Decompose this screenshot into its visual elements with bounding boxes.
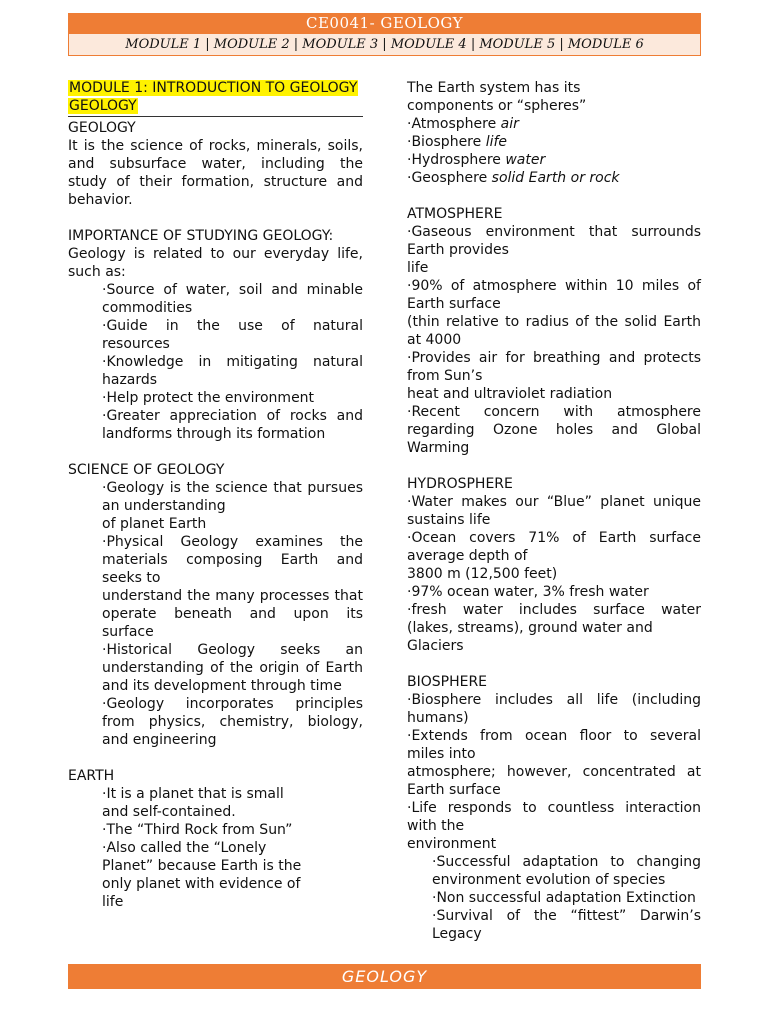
spheres-list: [407, 115, 701, 187]
sphere-tag: water: [505, 152, 546, 168]
biosphere-heading: BIOSPHERE: [407, 674, 488, 690]
geology-heading: GEOLOGY: [68, 120, 136, 136]
list-item: ·Source of water, soil and minable commodities: [102, 282, 363, 316]
list-item: ·It is a planet that is small and self-contained.: [102, 786, 284, 820]
list-item: ·Ocean covers 71% of Earth surface average depth of: [407, 530, 701, 564]
list-item: ·Biosphere life: [407, 134, 508, 150]
list-item: ·Physical Geology examines the materials composing Earth and seeks to: [102, 534, 363, 586]
list-item: ·Geology is the science that pursues an understanding: [102, 480, 363, 514]
importance-heading: IMPORTANCE OF STUDYING GEOLOGY:: [68, 228, 334, 244]
earth-heading: EARTH: [68, 768, 115, 784]
module-title-line-2: GEOLOGY: [69, 98, 137, 114]
list-item: ·Survival of the “fittest” Darwin’s Legacy: [432, 908, 701, 942]
science-list: [68, 479, 363, 749]
list-item: atmosphere; however, concentrated at Earth surface: [407, 764, 701, 798]
list-item: ·Hydrosphere water: [407, 152, 546, 168]
sphere-tag: solid Earth or rock: [491, 170, 620, 186]
list-item: ·fresh water includes surface water (lakes, streams), ground water and: [407, 602, 701, 636]
list-item: ·Water makes our “Blue” planet unique sustains life: [407, 494, 701, 528]
list-item: ·90% of atmosphere within 10 miles of Earth surface: [407, 278, 701, 312]
list-item: heat and ultraviolet radiation: [407, 386, 613, 402]
list-item: ·Provides air for breathing and protects from Sun’s: [407, 350, 701, 384]
list-item: Glaciers: [407, 638, 464, 654]
importance-list: [68, 281, 363, 443]
list-item: ·Biosphere includes all life (including humans): [407, 692, 701, 726]
list-item: (thin relative to radius of the solid Earth at 4000: [407, 314, 701, 348]
list-item: ·Greater appreciation of rocks and landforms through its formation: [102, 408, 363, 442]
list-item: ·Historical Geology seeks an understanding of the origin of Earth and its development through time: [102, 642, 363, 694]
list-item: 3800 m (12,500 feet): [407, 566, 558, 582]
earth-list: [68, 785, 307, 911]
sphere-tag: life: [485, 134, 508, 150]
hydrosphere-list: [407, 493, 701, 655]
biosphere-list: [407, 691, 701, 853]
footer-banner: GEOLOGY: [68, 964, 701, 989]
list-item: ·Geology incorporates principles from physics, chemistry, biology, and engineering: [102, 696, 363, 748]
hydrosphere-heading: HYDROSPHERE: [407, 476, 513, 492]
list-item: ·Atmosphere air: [407, 116, 519, 132]
list-item: ·Geosphere solid Earth or rock: [407, 170, 620, 186]
list-item: ·Help protect the environment: [102, 390, 315, 406]
module-title-line-1: MODULE 1: INTRODUCTION TO GEOLOGY: [69, 80, 358, 96]
list-item: understand the many processes that operate beneath and upon its surface: [102, 588, 363, 640]
list-item: ·Successful adaptation to changing environment evolution of species: [432, 854, 701, 888]
list-item: ·Non successful adaptation Extinction: [432, 890, 696, 906]
title-divider: [68, 116, 363, 117]
list-item: ·The “Third Rock from Sun”: [102, 822, 293, 838]
list-item: of planet Earth: [102, 516, 207, 532]
list-item: ·Life responds to countless interaction with the: [407, 800, 701, 834]
left-column: [68, 79, 363, 911]
importance-intro: Geology is related to our everyday life, such as:: [68, 246, 363, 280]
list-item: ·Guide in the use of natural resources: [102, 318, 363, 352]
document-title: CE0041- GEOLOGY: [68, 13, 701, 33]
atmosphere-list: [407, 223, 701, 457]
science-heading: SCIENCE OF GEOLOGY: [68, 462, 225, 478]
geology-definition: It is the science of rocks, minerals, soils, and subsurface water, including the study of their formation, structure and behavior.: [68, 138, 363, 208]
right-column: [407, 79, 701, 943]
list-item: ·Recent concern with atmosphere regarding Ozone holes and Global Warming: [407, 404, 701, 456]
list-item: ·Knowledge in mitigating natural hazards: [102, 354, 363, 388]
list-item: environment: [407, 836, 497, 852]
spheres-heading: The Earth system has its components or “spheres”: [407, 80, 587, 114]
list-item: ·Extends from ocean floor to several miles into: [407, 728, 701, 762]
list-item: ·97% ocean water, 3% fresh water: [407, 584, 649, 600]
list-item: ·Also called the “Lonely Planet” because Earth is the only planet with evidence of life: [102, 840, 302, 910]
atmosphere-heading: ATMOSPHERE: [407, 206, 503, 222]
list-item: life: [407, 260, 429, 276]
module-1-title: [68, 79, 363, 115]
biosphere-sublist: [407, 853, 701, 943]
module-navigation: MODULE 1 | MODULE 2 | MODULE 3 | MODULE 4 | MODULE 5 | MODULE 6: [68, 33, 701, 56]
sphere-tag: air: [500, 116, 519, 132]
list-item: ·Gaseous environment that surrounds Earth provides: [407, 224, 701, 258]
